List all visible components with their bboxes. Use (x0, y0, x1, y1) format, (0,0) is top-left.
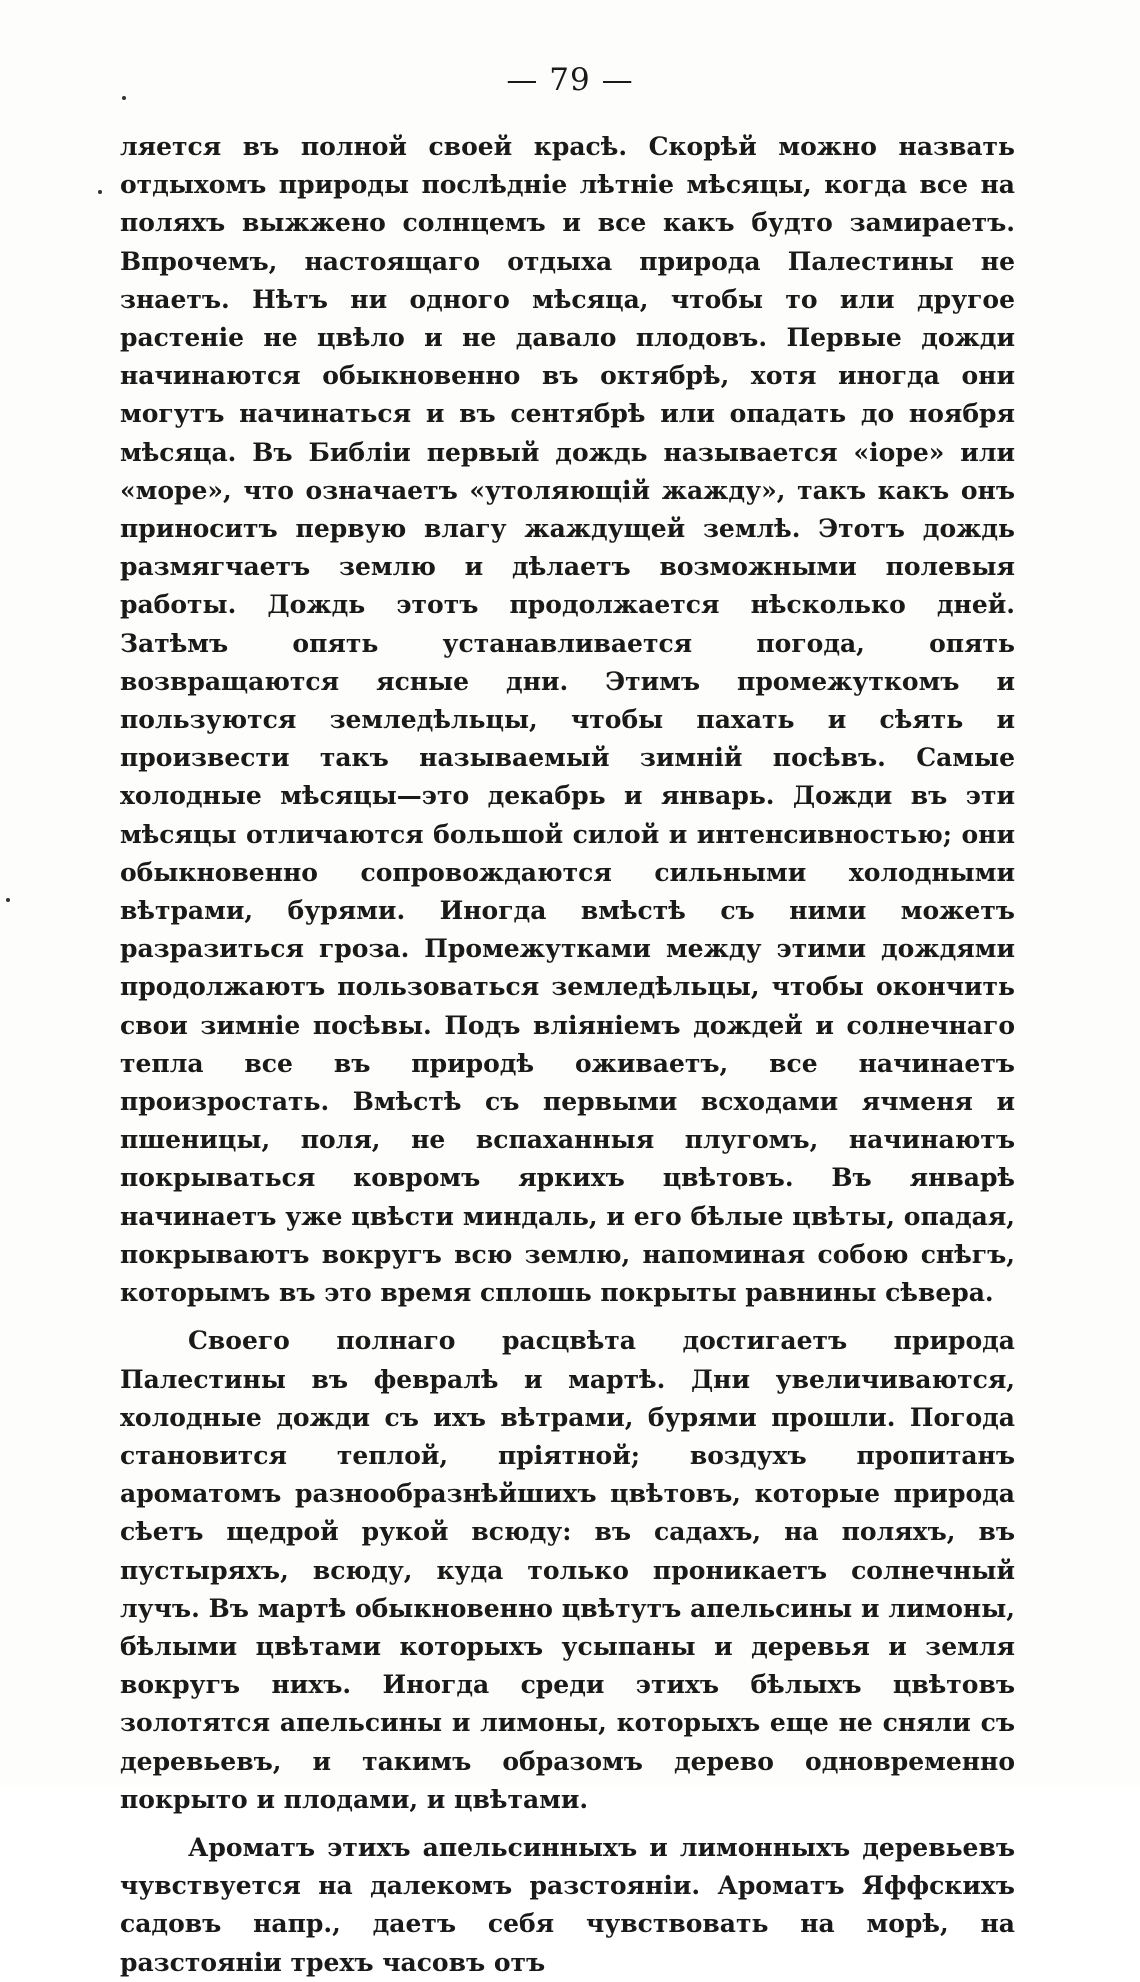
paragraph-full-bloom: Своего полнаго расцвѣта достигаетъ природа Палестины въ февралѣ и мартѣ. Дни увеличиваются, холодные дожди съ ихъ вѣтрами, бурями прошли. Погода становится теплой, пріятной; воздухъ пропитанъ ароматомъ разнообразнѣйшихъ цвѣтовъ, которые природа сѣетъ щедрой рукой всюду: въ садахъ, на поляхъ, въ пустыряхъ, всюду, куда только проникаетъ солнечный лучъ. Въ мартѣ обыкновенно цвѣтутъ апельсины и лимоны, бѣлыми цвѣтами которыхъ усыпаны и деревья и земля вокругъ нихъ. Иногда среди этихъ бѣлыхъ цвѣтовъ золотятся апельсины и лимоны, которыхъ еще не сняли съ деревьевъ, и такимъ образомъ дерево одновременно покрыто и плодами, и цвѣтами. (120, 1326, 1015, 1814)
page-number: — 79 — (506, 62, 634, 98)
print-speck (6, 898, 10, 902)
body-text (120, 128, 1015, 1982)
paragraph-aroma: Ароматъ этихъ апельсинныхъ и лимонныхъ деревьевъ чувствуется на далекомъ разстояніи. Ароматъ Яффскихъ садовъ напр., даетъ себя чувствовать на морѣ, на разстояніи трехъ часовъ отъ (120, 1832, 1015, 1977)
paragraph-continuation: ляется въ полной своей красѣ. Скорѣй можно назвать отдыхомъ природы послѣдніе лѣтніе мѣсяцы, когда все на поляхъ выжжено солнцемъ и все какъ будто замираетъ. Впрочемъ, настоящаго отдыха природа Палестины не знаетъ. Нѣтъ ни одного мѣсяца, чтобы то или другое растеніе не цвѣло и не давало плодовъ. Первые дожди начинаются обыкновенно въ октябрѣ, хотя иногда они могутъ начинаться и въ сентябрѣ или опадать до ноября мѣсяца. Въ Библіи первый дождь называется «іоре» или «море», что означаетъ «утоляющій жажду», такъ какъ онъ приноситъ первую влагу жаждущей землѣ. Этотъ дождь размягчаетъ землю и дѣлаетъ возможными полевыя работы. Дождь этотъ продолжается нѣсколько дней. Затѣмъ опять устанавливается погода, опять возвращаются ясные дни. Этимъ промежуткомъ и пользуются земледѣльцы, чтобы пахать и сѣять и произвести такъ называемый зимній посѣвъ. Самые холодные мѣсяцы—это декабрь и январь. Дожди въ эти мѣсяцы отличаются большой силой и интенсивностью; они обыкновенно сопровождаются сильными холодными вѣтрами, бурями. Иногда вмѣстѣ съ ними можетъ разразиться гроза. Промежутками между этими дождями продолжаютъ пользоваться земледѣльцы, чтобы окончить свои зимніе посѣвы. Подъ вліяніемъ дождей и солнечнаго тепла все въ природѣ оживаетъ, все начинаетъ произростать. Вмѣстѣ съ первыми всходами ячменя и пшеницы, поля, не вспаханныя плугомъ, начинаютъ покрываться ковромъ яркихъ цвѣтовъ. Въ январѣ начинаетъ уже цвѣсти миндаль, и его бѣлые цвѣты, опадая, покрываютъ вокругъ всю землю, напоминая собою снѣгъ, которымъ въ это время сплошь покрыты равнины сѣвера. (120, 132, 1015, 1308)
print-speck (122, 96, 126, 100)
print-speck (98, 190, 102, 194)
